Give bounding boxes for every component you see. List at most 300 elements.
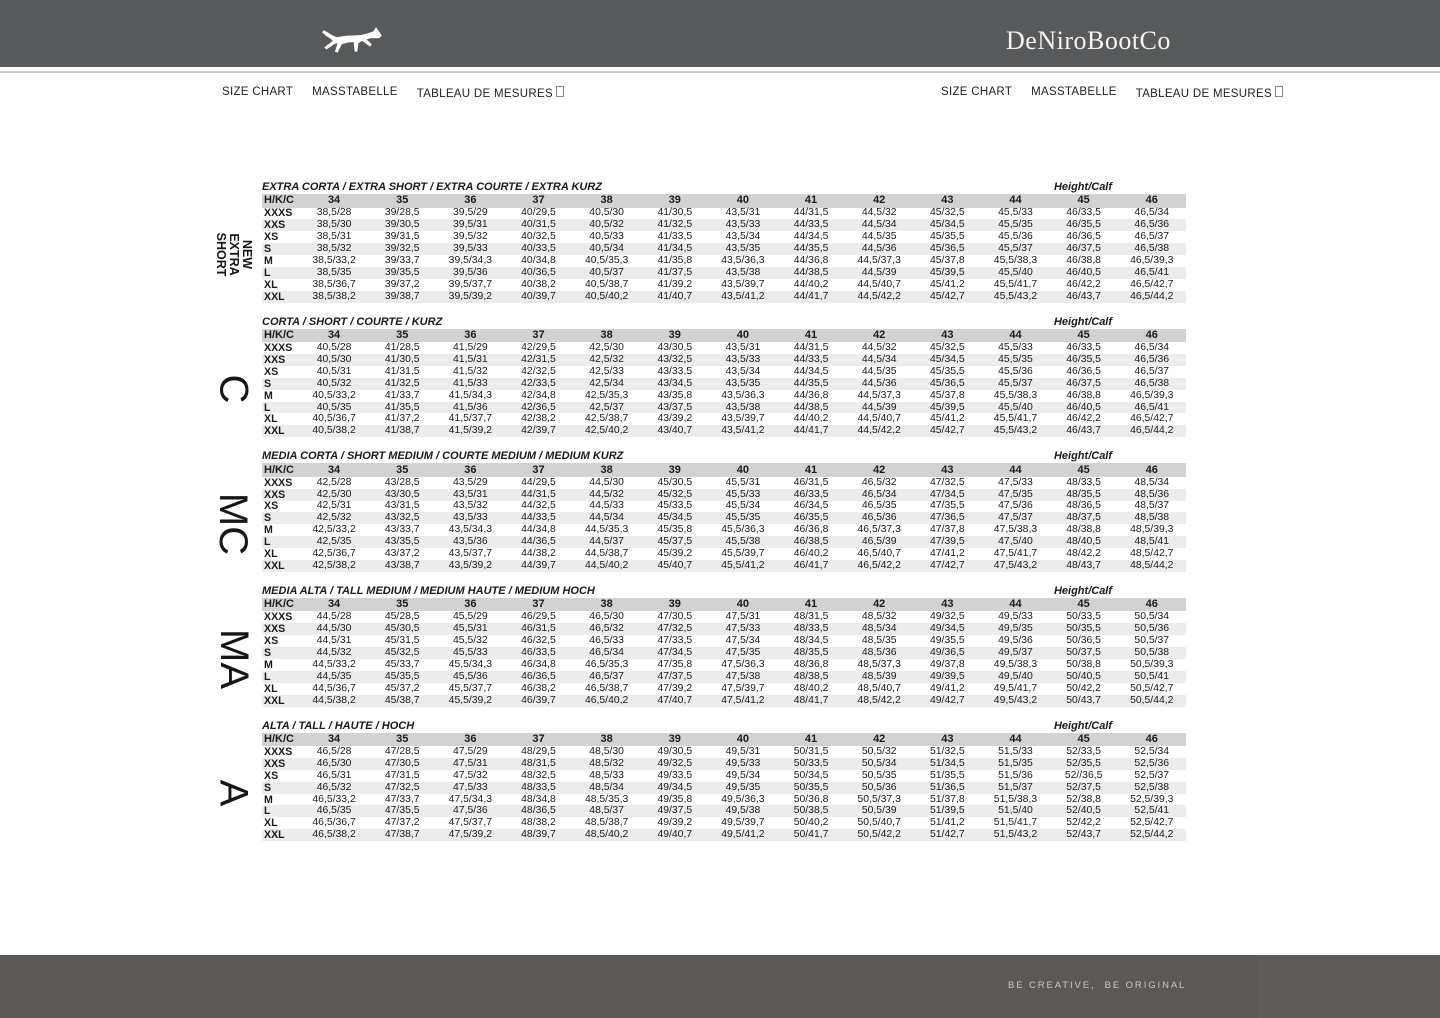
size-cell: 48/35,5 (793, 646, 829, 658)
size-cell: 43/40,7 (657, 425, 693, 437)
column-header-size: 36 (464, 328, 477, 341)
column-header-size: 43 (941, 732, 954, 745)
size-cell: 46,5/28 (316, 745, 352, 757)
size-cell: 50,5/42,2 (857, 829, 901, 841)
size-cell: 48/43,7 (1066, 559, 1101, 571)
size-cell: 48,5/39,3 (1130, 524, 1174, 536)
size-cell: 51/32,5 (930, 745, 965, 757)
size-cell: 38,5/36,7 (312, 278, 356, 290)
size-cell: 49,5/35 (998, 623, 1033, 635)
size-cell: 44/40,2 (793, 278, 829, 290)
size-cell: 41,5/39,2 (448, 425, 493, 437)
size-cell: 43,5/33 (725, 353, 761, 365)
size-cell: 47,5/39,2 (448, 829, 493, 841)
table-body (262, 342, 1186, 437)
column-header-size: 38 (600, 732, 613, 745)
row-label: L (264, 266, 271, 279)
table-row (262, 647, 1186, 659)
row-label: XS (264, 231, 279, 244)
size-cell: 45,5/35 (998, 353, 1033, 365)
size-cell: 42,5/38,7 (584, 413, 629, 425)
size-cell: 48/33,5 (521, 781, 556, 793)
size-cell: 51/36,5 (930, 781, 965, 793)
size-cell: 45/39,2 (657, 548, 693, 560)
column-header-size: 39 (668, 732, 681, 745)
size-cell: 45/41,2 (930, 413, 965, 425)
table-title-row (262, 450, 1186, 463)
size-cell: 44,5/36 (861, 243, 897, 255)
size-cell: 50,5/37 (1134, 635, 1170, 647)
size-cell: 45,5/39,7 (721, 548, 765, 560)
size-cell: 42/31,5 (521, 353, 556, 365)
size-cell: 46/43,7 (1066, 425, 1101, 437)
size-cell: 47,5/33 (453, 781, 488, 793)
size-cell: 45,5/33 (998, 342, 1033, 354)
size-cell: 46,5/34 (1134, 342, 1170, 354)
size-cell: 39/33,7 (384, 255, 420, 266)
size-cell: 45,5/40 (998, 401, 1033, 413)
table-row (262, 354, 1186, 366)
size-cell: 48/29,5 (521, 745, 556, 757)
size-cell: 49,5/38,3 (993, 658, 1038, 670)
size-cell: 45/38,7 (384, 694, 420, 706)
size-cell: 44/31,5 (793, 342, 829, 354)
size-cell: 45/32,5 (930, 342, 965, 354)
size-cell: 44,5/36 (861, 377, 897, 389)
size-cell: 44/36,8 (793, 255, 829, 266)
size-cell: 50,5/34 (861, 757, 897, 769)
size-cell: 47,5/34 (725, 635, 761, 647)
size-cell: 50/33,5 (1066, 611, 1101, 623)
size-cell: 50,5/40,7 (857, 817, 901, 829)
size-cell: 48,5/40,7 (857, 682, 901, 694)
table-row (262, 219, 1186, 231)
table-title-row (262, 585, 1186, 598)
size-cell: 40,5/33,2 (312, 389, 356, 401)
row-label: XXL (264, 290, 285, 303)
size-cell: 51,5/33 (998, 745, 1033, 757)
size-cell: 42,5/36,7 (312, 548, 356, 560)
size-cell: 46/35,5 (793, 512, 829, 524)
size-cell: 47,5/40 (998, 536, 1033, 548)
size-cell: 43,5/36,3 (721, 389, 765, 401)
size-cell: 47/32,5 (657, 623, 693, 635)
column-header-size: 37 (532, 732, 545, 745)
size-cell: 45,5/31 (725, 476, 761, 488)
size-cell: 44/34,5 (793, 365, 829, 377)
size-cell: 45/32,5 (657, 488, 693, 500)
size-cell: 43/31,5 (384, 500, 420, 512)
size-cell: 48,5/36 (1134, 488, 1170, 500)
table-row (262, 413, 1186, 425)
table-row (262, 635, 1186, 647)
size-cell: 46,5/33 (589, 635, 624, 647)
nav-group-right (941, 86, 1283, 100)
size-cell: 51,5/36 (998, 769, 1033, 781)
table-row (262, 378, 1186, 390)
size-cell: 44/33,5 (793, 219, 829, 231)
size-cell: 52,5/42,7 (1130, 817, 1174, 829)
size-cell: 50/33,5 (793, 757, 829, 769)
size-cell: 43,5/31 (453, 488, 488, 500)
size-cell: 49/37,5 (657, 805, 693, 817)
table-row (262, 208, 1186, 220)
table-title: EXTRA CORTA / EXTRA SHORT / EXTRA COURTE / EXTRA KURZ (262, 181, 603, 193)
size-cell: 43,5/37,7 (448, 548, 493, 560)
size-cell: 50,5/41 (1134, 670, 1170, 682)
table-body (262, 477, 1186, 572)
side-label-gutter (205, 450, 262, 572)
table-row (262, 425, 1186, 437)
column-header-size: 38 (600, 328, 613, 341)
table-row (262, 267, 1186, 279)
size-cell: 40/38,2 (521, 278, 556, 290)
row-label: M (264, 524, 273, 537)
size-cell: 48/40,5 (1066, 536, 1101, 548)
size-cell: 47,5/32 (453, 769, 488, 781)
table-row (262, 366, 1186, 378)
size-cell: 46,5/40,7 (857, 548, 901, 560)
size-cell: 45/33,5 (657, 500, 693, 512)
footer-bar (0, 955, 1440, 1018)
column-header-size: 35 (396, 328, 409, 341)
size-cell: 47/38,7 (384, 829, 420, 841)
size-cell: 50/38,5 (793, 805, 829, 817)
size-cell: 49,5/40 (998, 670, 1033, 682)
size-cell: 41/28,5 (384, 342, 420, 354)
size-cell: 47,5/33 (725, 623, 761, 635)
size-cell: 48/38,2 (521, 817, 556, 829)
table-row (262, 255, 1186, 267)
column-header-size: 34 (327, 328, 341, 341)
row-label: XXS (264, 757, 286, 770)
column-header-size: 42 (873, 194, 886, 207)
size-cell: 42/34,8 (521, 389, 556, 401)
size-cell: 46,5/31 (316, 769, 352, 781)
size-cell: 44/33,5 (793, 353, 829, 365)
size-cell: 40,5/40,2 (584, 290, 629, 302)
row-label: XL (264, 682, 278, 695)
row-label: XS (264, 635, 279, 648)
size-cell: 45/40,7 (657, 559, 693, 571)
table-row (262, 291, 1186, 303)
row-label: XXL (264, 425, 285, 438)
size-cell: 46,5/32 (316, 781, 352, 793)
size-cell: 49/32,5 (657, 757, 693, 769)
size-cell: 50/42,2 (1066, 682, 1101, 694)
size-cell: 43,5/29 (453, 476, 488, 488)
table-header-row (262, 733, 1186, 747)
missing-glyph-box-icon (556, 86, 564, 97)
size-cell: 45,5/31 (453, 623, 488, 635)
size-cell: 41,5/33 (453, 377, 488, 389)
size-cell: 43/33,7 (384, 524, 420, 536)
size-cell: 44,5/32 (861, 207, 897, 219)
size-cell: 51/35,5 (930, 769, 965, 781)
size-cell: 44/35,5 (793, 377, 829, 389)
size-cell: 48/32,5 (521, 769, 556, 781)
size-cell: 41/33,5 (657, 231, 693, 243)
size-cell: 39,5/36 (453, 266, 488, 278)
table-title: MEDIA CORTA / SHORT MEDIUM / COURTE MEDIUM / MEDIUM KURZ (262, 450, 624, 463)
column-header-size: 45 (1077, 732, 1090, 745)
table-row (262, 671, 1186, 683)
size-cell: 39/30,5 (384, 219, 420, 231)
column-header-size: 35 (396, 598, 409, 611)
size-cell: 44/36,5 (521, 536, 556, 548)
size-cell: 44,5/35,3 (584, 524, 629, 536)
column-header-size: 36 (464, 732, 477, 745)
size-cell: 47,5/37 (998, 512, 1033, 524)
size-cell: 46/41,7 (793, 559, 829, 571)
size-cell: 41/32,5 (657, 219, 693, 231)
size-cell: 44/36,8 (793, 389, 829, 401)
column-header-hkc: H/K/C (264, 194, 294, 207)
size-cell: 44/31,5 (793, 207, 829, 219)
side-label: NEW EXTRA SHORT (214, 232, 254, 277)
size-cell: 52,5/44,2 (1130, 829, 1174, 841)
size-cell: 46,5/44,2 (1130, 425, 1174, 437)
size-cell: 39,5/32 (453, 231, 488, 243)
size-cell: 44,5/36,7 (312, 682, 356, 694)
size-cell: 40,5/35,3 (584, 255, 629, 266)
size-cell: 46,5/39,3 (1130, 389, 1174, 401)
size-cell: 47/40,7 (657, 694, 693, 706)
size-cell: 43,5/33 (453, 512, 488, 524)
column-header-size: 46 (1145, 732, 1158, 745)
size-cell: 44,5/37,3 (857, 255, 901, 266)
size-cell: 47/33,7 (384, 793, 420, 805)
column-header-size: 34 (327, 463, 341, 476)
size-cell: 40,5/35 (316, 401, 352, 413)
size-cell: 46/38,8 (1066, 255, 1101, 266)
size-cell: 46,5/30 (589, 611, 624, 623)
size-cell: 42,5/30 (316, 488, 352, 500)
size-cell: 39,5/29 (453, 207, 488, 219)
size-cell: 45/28,5 (384, 611, 420, 623)
size-cell: 46,5/35 (861, 500, 897, 512)
size-cell: 46,5/38 (1134, 243, 1170, 255)
table-row (262, 279, 1186, 291)
size-cell: 43,5/31 (725, 207, 761, 219)
table-row (262, 746, 1186, 758)
size-cell: 41,5/36 (453, 401, 488, 413)
size-cell: 43/39,2 (657, 413, 693, 425)
size-cell: 45,5/41,7 (993, 413, 1038, 425)
size-cell: 45,5/37 (998, 243, 1033, 255)
size-cell: 42,5/30 (589, 342, 624, 354)
row-label: XXS (264, 623, 286, 636)
size-cell: 40,5/38,2 (312, 425, 356, 437)
size-cell: 44,5/28 (316, 611, 352, 623)
size-cell: 48,5/41 (1134, 536, 1170, 548)
row-label: XXL (264, 829, 285, 842)
size-cell: 46,5/36,7 (312, 817, 356, 829)
nav-tableau-de-mesures: TABLEAU DE MESURES (417, 86, 564, 100)
size-cell: 45/35,8 (657, 524, 693, 536)
column-header-size: 36 (464, 598, 477, 611)
size-cell: 44/41,7 (793, 290, 829, 302)
size-cell: 52/38,8 (1066, 793, 1101, 805)
size-cell: 42,5/32 (589, 353, 624, 365)
size-cell: 46/34,5 (793, 500, 829, 512)
size-cell: 43,5/39,7 (721, 278, 765, 290)
size-cell: 49,5/36 (998, 635, 1033, 647)
table-row (262, 390, 1186, 402)
size-cell: 45,5/36 (453, 670, 488, 682)
height-calf-label: Height/Calf (1053, 450, 1113, 463)
size-cell: 52/33,5 (1066, 745, 1101, 757)
size-cell: 38,5/35 (316, 266, 352, 278)
size-cell: 51,5/37 (998, 781, 1033, 793)
size-cell: 44,5/42,2 (857, 425, 901, 437)
size-cell: 43,5/41,2 (721, 425, 765, 437)
size-cell: 45/36,5 (930, 377, 965, 389)
size-cell: 44,5/32 (861, 342, 897, 354)
table-row (262, 231, 1186, 243)
size-cell: 41/39,2 (657, 278, 693, 290)
side-label: A (211, 779, 256, 807)
size-cell: 50/31,5 (793, 745, 829, 757)
size-cell: 52//36,5 (1064, 769, 1103, 781)
table-row (262, 683, 1186, 695)
size-cell: 48,5/40,2 (584, 829, 629, 841)
size-cell: 44,5/34 (589, 512, 624, 524)
size-cell: 48,5/44,2 (1130, 559, 1174, 571)
table-row (262, 611, 1186, 623)
size-cell: 46/35,5 (1066, 353, 1101, 365)
size-cell: 45/34,5 (657, 512, 693, 524)
size-cell: 46/33,5 (1066, 207, 1101, 219)
size-table-block-2 (205, 316, 1186, 438)
size-cell: 45,5/43,2 (993, 425, 1038, 437)
column-header-size: 39 (668, 463, 681, 476)
size-cell: 47,5/35 (725, 646, 761, 658)
size-cell: 48,5/39 (861, 670, 897, 682)
size-cell: 45/34,5 (930, 353, 965, 365)
size-cell: 51,5/35 (998, 757, 1033, 769)
size-cell: 47,5/41,7 (993, 548, 1038, 560)
table-header-row (262, 463, 1186, 477)
size-cell: 47,5/36 (453, 805, 488, 817)
column-header-size: 35 (396, 194, 409, 207)
size-cell: 42/36,5 (521, 401, 556, 413)
size-cell: 46,5/39,3 (1130, 255, 1174, 266)
row-label: XS (264, 365, 279, 378)
size-cell: 47,5/34,3 (448, 793, 493, 805)
size-cell: 47/35,5 (930, 500, 965, 512)
size-cell: 41,5/29 (453, 342, 488, 354)
size-cell: 40/39,7 (521, 290, 556, 302)
column-header-size: 40 (736, 328, 750, 341)
size-cell: 44/39,7 (521, 559, 556, 571)
size-cell: 41,5/37,7 (448, 413, 493, 425)
size-cell: 46,5/32 (861, 476, 897, 488)
size-cell: 52/37,5 (1066, 781, 1101, 793)
size-cell: 42,5/38,2 (312, 559, 356, 571)
table-header-row (262, 598, 1186, 612)
column-header-size: 37 (532, 463, 545, 476)
size-cell: 50,5/35 (861, 769, 897, 781)
row-label: XXXS (264, 611, 293, 624)
size-cell: 43,5/38 (725, 401, 761, 413)
size-cell: 52/40,5 (1066, 805, 1101, 817)
side-label-gutter (205, 585, 262, 707)
row-label: M (264, 255, 273, 267)
column-header-size: 40 (736, 732, 750, 745)
size-cell: 43,5/34 (725, 365, 761, 377)
size-cell: 41,5/31 (453, 353, 488, 365)
size-cell: 39/32,5 (384, 243, 420, 255)
column-header-size: 44 (1009, 598, 1022, 611)
size-cell: 48/41,7 (793, 694, 829, 706)
size-cell: 42,5/34 (589, 377, 624, 389)
size-cell: 44,5/37,3 (857, 389, 901, 401)
size-cell: 45/32,5 (384, 646, 420, 658)
size-cell: 52/35,5 (1066, 757, 1101, 769)
size-cell: 43/35,8 (657, 389, 693, 401)
row-label: L (264, 670, 271, 683)
size-cell: 46/29,5 (521, 611, 556, 623)
size-cell: 47/33,5 (657, 635, 693, 647)
size-cell: 46/43,7 (1066, 290, 1101, 302)
size-cell: 50,5/39,3 (1130, 658, 1174, 670)
size-cell: 46/40,5 (1066, 401, 1101, 413)
size-cell: 41/30,5 (657, 207, 693, 219)
size-cell: 45,5/41,2 (721, 559, 765, 571)
size-cell: 52/43,7 (1066, 829, 1101, 841)
size-cell: 50,5/37,3 (857, 793, 901, 805)
size-cell: 42,5/37 (589, 401, 624, 413)
size-cell: 40,5/30 (589, 207, 624, 219)
size-cell: 50/34,5 (793, 769, 829, 781)
size-cell: 41,5/34,3 (448, 389, 493, 401)
size-cell: 50,5/36 (861, 781, 897, 793)
size-cell: 45/42,7 (930, 425, 965, 437)
table-body (262, 208, 1186, 303)
size-cell: 47,5/35 (998, 488, 1033, 500)
column-header-size: 44 (1009, 328, 1022, 341)
table-title: ALTA / TALL / HAUTE / HOCH (262, 719, 415, 732)
size-cell: 48,5/30 (589, 745, 624, 757)
column-header-size: 45 (1077, 463, 1090, 476)
size-cell: 47,5/33 (998, 476, 1033, 488)
size-cell: 46,5/42,7 (1130, 278, 1174, 290)
size-cell: 43,5/35 (725, 377, 761, 389)
column-header-size: 42 (873, 328, 886, 341)
size-cell: 47,5/31 (725, 611, 761, 623)
size-cell: 48/36,5 (1066, 500, 1101, 512)
size-cell: 51/39,5 (930, 805, 965, 817)
size-cell: 41/32,5 (384, 377, 420, 389)
size-cell: 49/33,5 (657, 769, 693, 781)
size-cell: 38,5/33,2 (312, 255, 356, 266)
column-header-hkc: H/K/C (264, 732, 294, 745)
size-cell: 40,5/32 (316, 377, 352, 389)
size-cell: 48,5/36 (861, 646, 897, 658)
galloping-horse-icon (320, 21, 384, 63)
size-cell: 41/40,7 (657, 290, 693, 302)
size-cell: 44,5/32 (589, 488, 624, 500)
size-table (262, 316, 1186, 438)
size-cell: 50/35,5 (793, 781, 829, 793)
row-label: XL (264, 548, 278, 561)
size-cell: 48,5/35,3 (584, 793, 629, 805)
size-cell: 41/35,8 (657, 255, 693, 266)
size-cell: 45,5/35 (998, 219, 1033, 231)
size-table (262, 450, 1186, 572)
size-cell: 47/28,5 (384, 745, 420, 757)
